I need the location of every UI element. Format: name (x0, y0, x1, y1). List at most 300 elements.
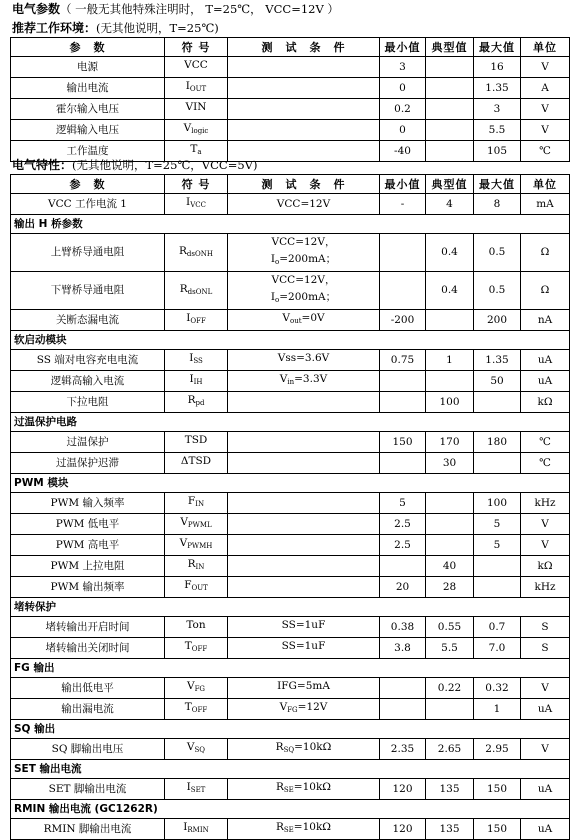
param-cell: PWM 输出频率 (11, 577, 165, 598)
symbol-cell (165, 57, 228, 78)
condition-cell (228, 78, 380, 99)
min-cell: 120 (380, 819, 426, 840)
symbol-cell (165, 699, 228, 720)
table-row (11, 739, 570, 760)
table-row (11, 234, 570, 272)
max-cell: 200 (474, 310, 521, 331)
typ-cell: 135 (426, 819, 474, 840)
condition-cell (228, 779, 380, 800)
unit-cell: V (521, 678, 570, 699)
section-title: SET 输出电流 (11, 760, 570, 779)
symbol-text: T (190, 143, 198, 155)
condition-cell (228, 678, 380, 699)
table-row (11, 493, 570, 514)
table-row (11, 99, 570, 120)
typ-cell: 40 (426, 556, 474, 577)
symbol-cell (165, 638, 228, 659)
param-cell: RMIN 脚输出电流 (11, 819, 165, 840)
unit-cell: mA (521, 194, 570, 215)
condition-suffix: =200mA； (279, 291, 337, 303)
symbol-text: R (187, 558, 196, 570)
param-cell: 下臂桥导通电阻 (11, 272, 165, 310)
table-header-row (11, 38, 570, 57)
min-cell: 3 (380, 57, 426, 78)
unit-cell: uA (521, 819, 570, 840)
symbol-text: V (179, 537, 188, 549)
condition-cell (228, 234, 380, 272)
condition-line-2 (230, 289, 377, 309)
condition-cell (228, 310, 380, 331)
min-cell (380, 699, 426, 720)
min-cell: 0.75 (380, 350, 426, 371)
typ-cell: 1 (426, 350, 474, 371)
symbol-text: V (183, 122, 192, 134)
condition-text: R (275, 821, 284, 833)
typ-cell (426, 141, 474, 162)
max-cell (474, 392, 521, 413)
typ-cell: 0.4 (426, 234, 474, 272)
condition-cell (228, 699, 380, 720)
condition-cell (228, 577, 380, 598)
symbol-cell (165, 432, 228, 453)
symbol-cell (165, 310, 228, 331)
col-header-max: 最大值 (474, 175, 521, 194)
section-title: 堵转保护 (11, 598, 570, 617)
condition-cell (228, 371, 380, 392)
table-row (11, 78, 570, 99)
table-row (11, 535, 570, 556)
unit-cell: S (521, 638, 570, 659)
section-row (11, 760, 570, 779)
max-cell: 16 (474, 57, 521, 78)
param-cell: 关断态漏电流 (11, 310, 165, 331)
condition-subscript: FG (287, 706, 298, 714)
min-cell: 20 (380, 577, 426, 598)
symbol-cell (165, 493, 228, 514)
condition-cell (228, 739, 380, 760)
unit-cell: uA (521, 779, 570, 800)
min-cell (380, 371, 426, 392)
unit-cell: V (521, 514, 570, 535)
condition-subscript: SE (283, 826, 294, 834)
min-cell: 150 (380, 432, 426, 453)
condition-text: I (270, 253, 276, 265)
typ-cell: 0.22 (426, 678, 474, 699)
param-cell: 堵转输出开启时间 (11, 617, 165, 638)
table-row (11, 577, 570, 598)
max-cell: 0.5 (474, 272, 521, 310)
symbol-cell (165, 350, 228, 371)
param-cell: SS 端对电容充电电流 (11, 350, 165, 371)
max-cell: 2.95 (474, 739, 521, 760)
table-row (11, 310, 570, 331)
symbol-subscript: OFF (191, 706, 208, 714)
table-header-row (11, 175, 570, 194)
condition-subscript: out (289, 317, 302, 325)
symbol-cell (165, 617, 228, 638)
symbol-cell (165, 453, 228, 474)
table-row (11, 392, 570, 413)
param-cell: SQ 脚输出电压 (11, 739, 165, 760)
symbol-subscript: OUT (191, 584, 208, 592)
condition-subscript: SQ (283, 746, 295, 754)
symbol-text: R (187, 394, 196, 406)
col-header-symbol: 符 号 (165, 175, 228, 194)
param-cell: 逻辑高输入电流 (11, 371, 165, 392)
unit-cell: A (521, 78, 570, 99)
param-cell: 霍尔输入电压 (11, 99, 165, 120)
condition-cell (228, 638, 380, 659)
condition-subscript: o (275, 296, 280, 304)
symbol-cell (165, 99, 228, 120)
unit-cell: V (521, 535, 570, 556)
unit-cell: V (521, 99, 570, 120)
table-row (11, 556, 570, 577)
max-cell: 0.32 (474, 678, 521, 699)
symbol-text: F (187, 495, 196, 507)
condition-cell (228, 617, 380, 638)
condition-subscript: SE (283, 786, 294, 794)
typ-cell: 170 (426, 432, 474, 453)
col-header-typ: 典型值 (426, 38, 474, 57)
condition-cell (228, 392, 380, 413)
condition-cell (228, 432, 380, 453)
unit-cell: uA (521, 371, 570, 392)
typ-cell: 28 (426, 577, 474, 598)
symbol-text: V (180, 516, 188, 528)
min-cell: 0.2 (380, 99, 426, 120)
symbol-cell (165, 678, 228, 699)
condition-cell (228, 99, 380, 120)
typ-cell (426, 371, 474, 392)
heading-title: 电气参数 (12, 2, 61, 16)
min-cell: 120 (380, 779, 426, 800)
max-cell: 5.5 (474, 120, 521, 141)
min-cell: 0 (380, 78, 426, 99)
min-cell (380, 272, 426, 310)
min-cell: - (380, 194, 426, 215)
condition-text: R (275, 781, 284, 793)
max-cell (474, 453, 521, 474)
param-cell: 下拉电阻 (11, 392, 165, 413)
table-row (11, 57, 570, 78)
param-cell: VCC 工作电流 1 (11, 194, 165, 215)
symbol-text: I (189, 373, 194, 385)
min-cell: 2.5 (380, 514, 426, 535)
symbol-cell (165, 194, 228, 215)
typ-cell: 135 (426, 779, 474, 800)
condition-cell (228, 819, 380, 840)
symbol-subscript: logic (191, 127, 209, 135)
max-cell (474, 556, 521, 577)
typ-cell (426, 57, 474, 78)
col-header-min: 最小值 (380, 38, 426, 57)
symbol-subscript: PWMH (187, 542, 213, 550)
section-heading-electrical-params (0, 0, 339, 18)
typ-cell (426, 535, 474, 556)
symbol-text: V (186, 741, 195, 753)
symbol-text: Ton (186, 619, 206, 631)
unit-cell: kΩ (521, 392, 570, 413)
table-row (11, 371, 570, 392)
table-row (11, 678, 570, 699)
min-cell: 2.5 (380, 535, 426, 556)
condition-cell (228, 493, 380, 514)
symbol-text: VCC (184, 59, 208, 71)
table-row (11, 617, 570, 638)
section-row (11, 659, 570, 678)
min-cell (380, 392, 426, 413)
max-cell: 5 (474, 514, 521, 535)
symbol-text: I (186, 196, 191, 208)
col-header-min: 最小值 (380, 175, 426, 194)
min-cell: 2.35 (380, 739, 426, 760)
condition-line-1: VCC=12V， (271, 236, 336, 248)
col-header-max: 最大值 (474, 38, 521, 57)
symbol-cell (165, 272, 228, 310)
max-cell: 105 (474, 141, 521, 162)
param-cell: 输出漏电流 (11, 699, 165, 720)
typ-cell (426, 699, 474, 720)
symbol-cell (165, 739, 228, 760)
min-cell (380, 234, 426, 272)
max-cell: 7.0 (474, 638, 521, 659)
symbol-text: T (184, 701, 192, 713)
symbol-subscript: FG (194, 685, 206, 693)
condition-subscript: o (275, 258, 280, 266)
max-cell: 100 (474, 493, 521, 514)
unit-cell: V (521, 739, 570, 760)
typ-cell (426, 78, 474, 99)
condition-cell (228, 57, 380, 78)
table-row (11, 453, 570, 474)
param-cell: 输出低电平 (11, 678, 165, 699)
table-row (11, 194, 570, 215)
symbol-cell (165, 371, 228, 392)
col-header-unit: 单位 (521, 38, 570, 57)
table-row (11, 779, 570, 800)
unit-cell: ℃ (521, 141, 570, 162)
param-cell: 逻辑输入电压 (11, 120, 165, 141)
max-cell: 50 (474, 371, 521, 392)
max-cell: 3 (474, 99, 521, 120)
symbol-text: V (186, 680, 195, 692)
col-header-symbol: 符 号 (165, 38, 228, 57)
symbol-cell (165, 556, 228, 577)
symbol-cell (165, 120, 228, 141)
min-cell: 0.38 (380, 617, 426, 638)
unit-cell: Ω (521, 272, 570, 310)
heading-title: 推荐工作环境： (12, 21, 97, 35)
symbol-text: VIN (185, 101, 207, 113)
section-title: 软启动模块 (11, 331, 570, 350)
symbol-cell (165, 234, 228, 272)
unit-cell: V (521, 120, 570, 141)
param-cell: 过温保护 (11, 432, 165, 453)
symbol-subscript: SET (190, 786, 206, 794)
condition-line-1: VCC=12V， (271, 274, 336, 286)
param-cell: PWM 低电平 (11, 514, 165, 535)
section-title: SQ 输出 (11, 720, 570, 739)
param-cell: 工作温度 (11, 141, 165, 162)
table-row (11, 272, 570, 310)
max-cell: 8 (474, 194, 521, 215)
col-header-param: 参 数 (11, 175, 165, 194)
symbol-subscript: SS (193, 357, 203, 365)
unit-cell: kΩ (521, 556, 570, 577)
section-title: 过温保护电路 (11, 413, 570, 432)
symbol-subscript: pd (195, 399, 205, 407)
param-cell: 堵转输出关闭时间 (11, 638, 165, 659)
symbol-subscript: IH (193, 378, 203, 386)
symbol-cell (165, 577, 228, 598)
typ-cell (426, 310, 474, 331)
unit-cell: Ω (521, 234, 570, 272)
col-header-condition: 测 试 条 件 (228, 38, 380, 57)
section-title: RMIN 输出电流 (GC1262R) (11, 800, 570, 819)
condition-suffix: =10kΩ (294, 741, 332, 753)
param-cell: SET 脚输出电流 (11, 779, 165, 800)
section-row (11, 720, 570, 739)
condition-suffix: =200mA； (279, 253, 337, 265)
condition-cell (228, 120, 380, 141)
section-row (11, 331, 570, 350)
section-row (11, 800, 570, 819)
symbol-text: TSD (184, 434, 208, 446)
unit-cell: V (521, 57, 570, 78)
symbol-subscript: VCC (190, 201, 206, 209)
condition-cell: VCC=12V (228, 194, 380, 215)
symbol-subscript: SQ (194, 746, 206, 754)
symbol-text: F (184, 579, 192, 591)
symbol-text: I (186, 781, 191, 793)
section-heading-electrical-characteristics (0, 156, 257, 174)
symbol-cell (165, 78, 228, 99)
table-row (11, 120, 570, 141)
section-row (11, 215, 570, 234)
param-cell: PWM 高电平 (11, 535, 165, 556)
col-header-unit: 单位 (521, 175, 570, 194)
min-cell (380, 556, 426, 577)
unit-cell: uA (521, 350, 570, 371)
max-cell: 0.7 (474, 617, 521, 638)
col-header-param: 参 数 (11, 38, 165, 57)
electrical-characteristics-table (10, 174, 570, 840)
max-cell: 150 (474, 819, 521, 840)
symbol-text: I (189, 352, 194, 364)
typ-cell: 2.65 (426, 739, 474, 760)
heading-note: （ 一般无其他特殊注明时， T=25℃， VCC=12V ） (60, 2, 339, 16)
min-cell: 5 (380, 493, 426, 514)
condition-text: Vss=3.6V (277, 352, 330, 364)
heading-note: (无其他说明，T=25℃，VCC=5V) (72, 158, 258, 172)
condition-text: V (279, 373, 288, 385)
typ-cell: 5.5 (426, 638, 474, 659)
param-cell: PWM 输入频率 (11, 493, 165, 514)
condition-suffix: =10kΩ (293, 821, 332, 833)
condition-text: SS=1uF (281, 619, 326, 631)
max-cell (474, 577, 521, 598)
condition-cell (228, 350, 380, 371)
symbol-text: ΔTSD (180, 455, 212, 467)
typ-cell: 30 (426, 453, 474, 474)
heading-title: 电气特性： (12, 158, 73, 172)
typ-cell: 0.4 (426, 272, 474, 310)
min-cell: -40 (380, 141, 426, 162)
condition-cell (228, 453, 380, 474)
symbol-subscript: dsONH (186, 249, 213, 258)
condition-text: IFG=5mA (277, 680, 330, 692)
unit-cell: S (521, 617, 570, 638)
table-row (11, 819, 570, 840)
symbol-subscript: OFF (190, 317, 206, 325)
typ-cell: 0.55 (426, 617, 474, 638)
symbol-cell (165, 779, 228, 800)
condition-text: I (270, 291, 276, 303)
unit-cell: nA (521, 310, 570, 331)
section-title: FG 输出 (11, 659, 570, 678)
condition-text: SS=1uF (281, 640, 326, 652)
max-cell: 180 (474, 432, 521, 453)
section-title: PWM 模块 (11, 474, 570, 493)
typ-cell: 100 (426, 392, 474, 413)
section-heading-recommended (0, 19, 219, 37)
condition-text: V (282, 312, 290, 324)
max-cell: 5 (474, 535, 521, 556)
section-row (11, 474, 570, 493)
recommended-conditions-table (10, 37, 570, 162)
typ-cell (426, 120, 474, 141)
section-row (11, 598, 570, 617)
symbol-text: I (183, 821, 188, 833)
symbol-text: I (186, 312, 191, 324)
typ-cell (426, 493, 474, 514)
heading-note: (无其他说明，T=25℃) (96, 21, 219, 35)
symbol-subscript: OFF (191, 645, 208, 653)
min-cell: -200 (380, 310, 426, 331)
typ-cell: 4 (426, 194, 474, 215)
symbol-subscript: dsONL (187, 287, 213, 296)
unit-cell: ℃ (521, 453, 570, 474)
param-cell: 上臂桥导通电阻 (11, 234, 165, 272)
symbol-subscript: PWML (187, 521, 212, 529)
max-cell: 0.5 (474, 234, 521, 272)
unit-cell: kHz (521, 577, 570, 598)
condition-suffix: =10kΩ (293, 781, 332, 793)
condition-cell (228, 272, 380, 310)
symbol-cell (165, 819, 228, 840)
symbol-text: T (184, 640, 192, 652)
condition-cell (228, 514, 380, 535)
condition-subscript: in (287, 378, 295, 386)
symbol-subscript: RMIN (187, 826, 209, 834)
table-row (11, 350, 570, 371)
symbol-subscript: IN (195, 563, 205, 571)
section-row (11, 413, 570, 432)
condition-text: V (279, 701, 288, 713)
max-cell: 1 (474, 699, 521, 720)
min-cell (380, 678, 426, 699)
unit-cell: ℃ (521, 432, 570, 453)
typ-cell (426, 514, 474, 535)
min-cell: 3.8 (380, 638, 426, 659)
col-header-condition: 测 试 条 件 (228, 175, 380, 194)
min-cell: 0 (380, 120, 426, 141)
condition-text: R (275, 741, 284, 753)
unit-cell: uA (521, 699, 570, 720)
symbol-cell (165, 535, 228, 556)
col-header-typ: 典型值 (426, 175, 474, 194)
